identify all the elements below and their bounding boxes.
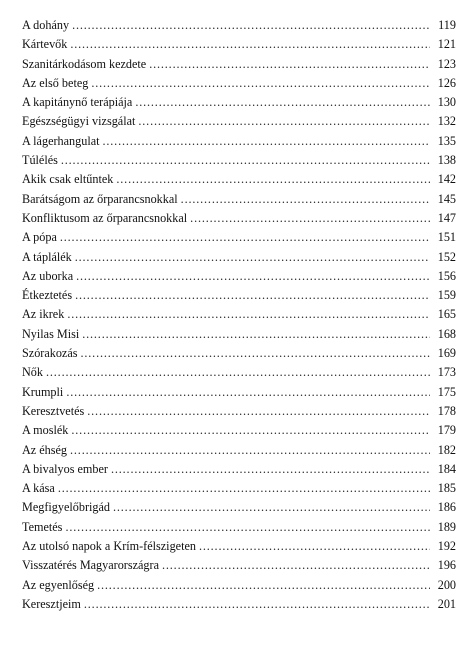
dot-leader	[75, 286, 430, 305]
toc-row	[22, 286, 456, 305]
dot-leader	[103, 132, 431, 151]
toc-page-number: 152	[437, 249, 456, 264]
toc-row	[22, 537, 456, 556]
toc-page-number: 156	[437, 268, 456, 283]
toc-row	[22, 441, 456, 460]
toc-page-number: 186	[437, 500, 456, 515]
dot-leader	[70, 441, 430, 460]
toc-page-number: 192	[437, 539, 456, 554]
toc-row	[22, 132, 456, 151]
toc-page-number: 200	[437, 577, 456, 592]
toc-row	[22, 170, 456, 189]
toc-entry-title: Keresztvetés	[22, 403, 85, 418]
toc-row	[22, 209, 456, 228]
toc-page-number: 184	[437, 461, 456, 476]
dot-leader	[138, 112, 430, 131]
toc-page-number: 189	[437, 519, 456, 534]
dot-leader	[60, 228, 430, 247]
dot-leader	[162, 556, 430, 575]
dot-leader	[71, 421, 430, 440]
toc-row	[22, 55, 456, 74]
toc-entry-title: Az egyenlőség	[22, 577, 95, 592]
toc-page-number: 126	[437, 75, 456, 90]
toc-page-number: 175	[437, 384, 456, 399]
toc-entry-title: Megfigyelőbrigád	[22, 500, 110, 515]
toc-page-number: 179	[437, 423, 456, 438]
toc-entry-title: Az első beteg	[22, 75, 89, 90]
dot-leader	[46, 363, 430, 382]
toc-page-number: 196	[437, 558, 456, 573]
toc-row	[22, 151, 456, 170]
toc-row	[22, 363, 456, 382]
dot-leader	[82, 325, 430, 344]
toc-row	[22, 93, 456, 112]
toc-entry-title: Konfliktusom az őrparancsnokkal	[22, 210, 188, 225]
toc-entry-title: Temetés	[22, 519, 63, 534]
toc-page-number: 147	[437, 210, 456, 225]
toc-page-number: 132	[437, 114, 456, 129]
toc-entry-title: A moslék	[22, 423, 69, 438]
toc-row	[22, 479, 456, 498]
dot-leader	[66, 383, 430, 402]
toc-entry-title: Krumpli	[22, 384, 64, 399]
dot-leader	[75, 248, 430, 267]
toc-entry-title: A táplálék	[22, 249, 72, 264]
toc-entry-title: Akik csak eltűntek	[22, 172, 114, 187]
toc-entry-title: Keresztjeim	[22, 596, 81, 611]
toc-page-number: 121	[437, 37, 456, 52]
toc-page-number: 185	[437, 481, 456, 496]
toc-row	[22, 556, 456, 575]
dot-leader	[72, 16, 430, 35]
toc-page-number: 165	[437, 307, 456, 322]
dot-leader	[113, 498, 430, 517]
toc-page-number: 169	[437, 346, 456, 361]
toc-row	[22, 325, 456, 344]
table-of-contents	[22, 16, 456, 614]
toc-row	[22, 16, 456, 35]
toc-page-number: 178	[437, 403, 456, 418]
toc-row	[22, 460, 456, 479]
toc-entry-title: A pópa	[22, 230, 57, 245]
dot-leader	[84, 595, 430, 614]
dot-leader	[190, 209, 430, 228]
toc-row	[22, 383, 456, 402]
toc-entry-title: Az éhség	[22, 442, 68, 457]
toc-row	[22, 112, 456, 131]
dot-leader	[58, 479, 430, 498]
toc-entry-title: Az uborka	[22, 268, 74, 283]
toc-page-number: 182	[437, 442, 456, 457]
toc-page-number: 130	[437, 95, 456, 110]
toc-page-number: 173	[437, 365, 456, 380]
toc-row	[22, 267, 456, 286]
dot-leader	[149, 55, 430, 74]
toc-row	[22, 402, 456, 421]
toc-entry-title: A dohány	[22, 18, 70, 32]
toc-page-number: 142	[437, 172, 456, 187]
toc-page-number: 168	[437, 326, 456, 341]
toc-entry-title: Az ikrek	[22, 307, 65, 322]
dot-leader	[76, 267, 430, 286]
toc-page-number: 135	[437, 133, 456, 148]
toc-page-number: 138	[437, 153, 456, 168]
toc-entry-title: A bivalyos ember	[22, 461, 108, 476]
toc-page-number: 151	[437, 230, 456, 245]
toc-entry-title: Kártevők	[22, 37, 68, 52]
toc-entry-title: A lágerhangulat	[22, 133, 100, 148]
dot-leader	[199, 537, 430, 556]
toc-entry-title: Az utolsó napok a Krím-félszigeten	[22, 539, 196, 554]
toc-row	[22, 305, 456, 324]
toc-entry-title: Étkeztetés	[22, 288, 73, 303]
dot-leader	[65, 518, 430, 537]
toc-row	[22, 576, 456, 595]
dot-leader	[135, 93, 430, 112]
toc-row	[22, 518, 456, 537]
dot-leader	[116, 170, 430, 189]
toc-row	[22, 595, 456, 614]
toc-row	[22, 228, 456, 247]
dot-leader	[181, 190, 430, 209]
toc-row	[22, 248, 456, 267]
toc-entry-title: Barátságom az őrparancsnokkal	[22, 191, 178, 206]
dot-leader	[81, 344, 431, 363]
dot-leader	[111, 460, 430, 479]
toc-row	[22, 421, 456, 440]
toc-row	[22, 190, 456, 209]
dot-leader	[67, 305, 430, 324]
dot-leader	[91, 74, 430, 93]
toc-page-number: 159	[437, 288, 456, 303]
toc-entry-title: A kapitánynő terápiája	[22, 95, 133, 110]
toc-entry-title: Egészségügyi vizsgálat	[22, 114, 136, 129]
toc-entry-title: Szanitárkodásom kezdete	[22, 56, 147, 71]
toc-entry-title: Nők	[22, 365, 43, 380]
toc-page-number: 123	[437, 56, 456, 71]
toc-page-number: 119	[438, 18, 456, 32]
toc-page-number: 201	[437, 596, 456, 611]
toc-entry-title: Nyilas Misi	[22, 326, 80, 341]
toc-row	[22, 498, 456, 517]
toc-entry-title: A kása	[22, 481, 55, 496]
toc-entry-title: Túlélés	[22, 153, 58, 168]
toc-page-number: 145	[437, 191, 456, 206]
toc-row	[22, 344, 456, 363]
toc-row	[22, 74, 456, 93]
toc-entry-title: Visszatérés Magyarországra	[22, 558, 159, 573]
dot-leader	[70, 35, 430, 54]
dot-leader	[87, 402, 430, 421]
toc-entry-title: Szórakozás	[22, 346, 78, 361]
dot-leader	[61, 151, 430, 170]
toc-row	[22, 35, 456, 54]
dot-leader	[97, 576, 430, 595]
